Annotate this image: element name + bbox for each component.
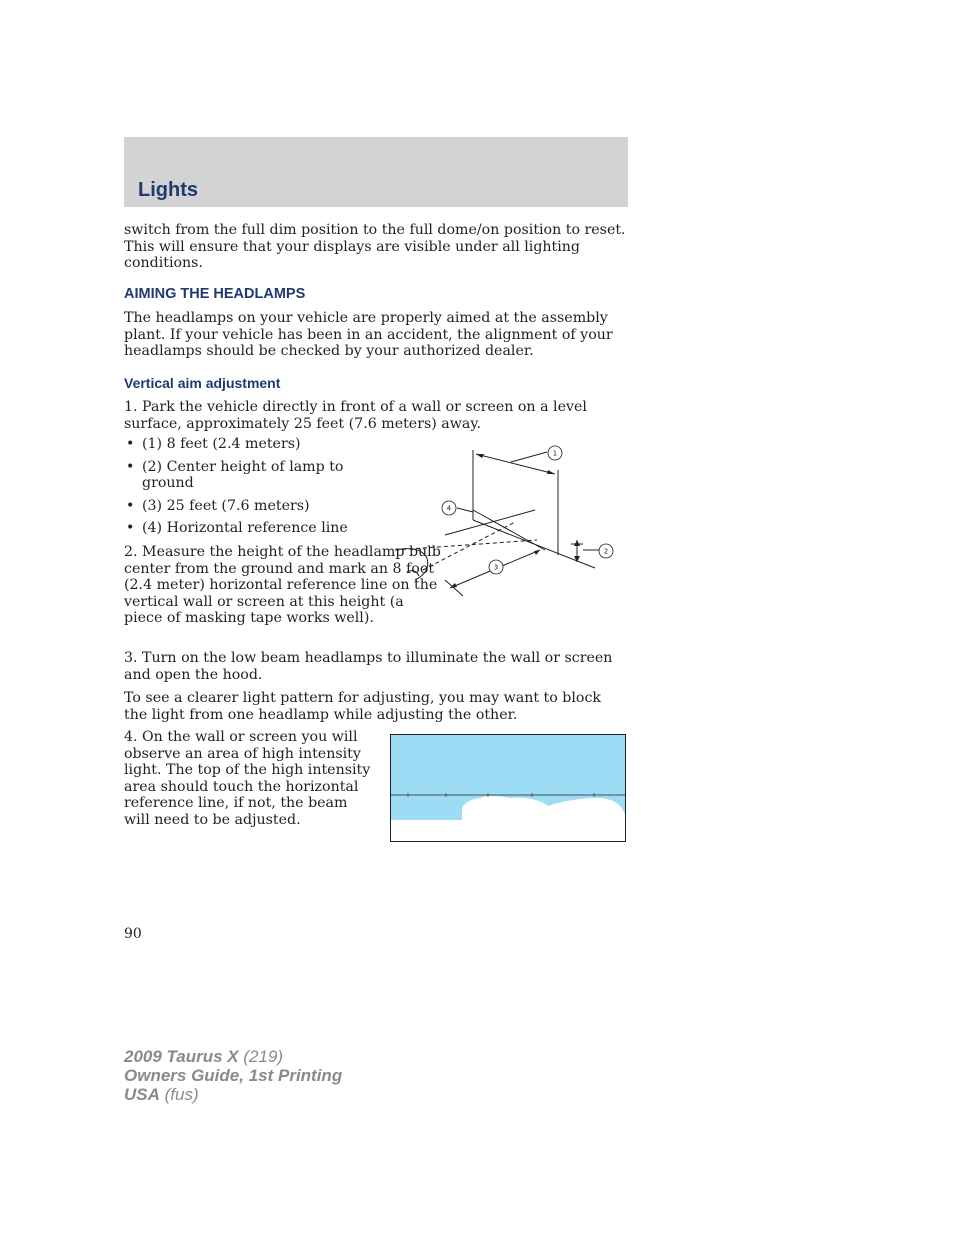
step-3-text: 3. Turn on the low beam headlamps to illuminate the wall or screen and open the hood. [124,650,613,683]
step-4-text: 4. On the wall or screen you will observe an area of high intensity light. The top of the high intensity area should touch the horizontal reference line, if not, the beam will need to be adjusted. [124,729,371,828]
arrowhead [547,470,555,474]
callout-2-label: 2 [603,547,609,556]
section-header-band [124,137,628,207]
footer-printing: Owners Guide, 1st Printing [124,1066,343,1085]
callout-4-label: 4 [446,504,452,513]
arrowhead [574,556,580,562]
list-item: • (1) 8 feet (2.4 meters) [126,436,301,452]
list-item: • (3) 25 feet (7.6 meters) [126,497,310,514]
section-title: Lights [138,179,198,201]
beam-center-line [395,540,537,550]
page-number: 90 [124,926,142,942]
blocking-tip-text: To see a clearer light pattern for adjusting, you may want to block the light from one headlamp while adjusting the other. [124,690,602,723]
document-footer [124,1047,342,1104]
callout-4-leader [457,508,473,512]
aiming-headlamps-heading: AIMING THE HEADLAMPS [124,286,306,302]
headlamp-outline [395,549,428,580]
step-1-text: 1. Park the vehicle directly in front of a wall or screen on a level surface, approximately 25 feet (7.6 meters) away. [124,399,587,432]
list-item: • (2) Center height of lamp to ground [126,458,344,491]
intro-paragraph: switch from the full dim position to the full dome/on position to reset. This will ensure that your displays are visible under all lighting conditions. [124,222,626,271]
wall-base-line [445,510,535,535]
arrowhead [534,550,540,555]
distance-tick [445,580,463,596]
list-item: • (4) Horizontal reference line [126,520,348,536]
step-2-text: 2. Measure the height of the headlamp bulb center from the ground and mark an 8 foot (2.4 meter) horizontal reference line on the vertical wall or screen at this height (a piece of masking tape works well). [124,544,441,626]
footer-market: USA [124,1085,160,1104]
vertical-aim-heading: Vertical aim adjustment [124,375,281,391]
arrowhead [476,454,484,458]
headlamp-aiming-diagram [385,440,625,605]
width-dimension-line [476,454,555,474]
measurement-legend-list [124,436,374,543]
beam-pattern-illustration [390,734,626,842]
footer-market-code: (fus) [159,1085,199,1104]
callout-1-leader [511,452,547,462]
callout-1-label: 1 [552,449,558,458]
footer-model: 2009 Taurus X [124,1047,239,1066]
aiming-headlamps-body: The headlamps on your vehicle are properly aimed at the assembly plant. If your vehicle has been in an accident, the alignment of your headlamps should be checked by your authorized dealer. [124,310,613,359]
arrowhead [574,540,580,546]
headlamp-detail [407,571,419,576]
footer-model-code: (219) [238,1047,284,1066]
callout-3-label: 3 [493,563,499,572]
